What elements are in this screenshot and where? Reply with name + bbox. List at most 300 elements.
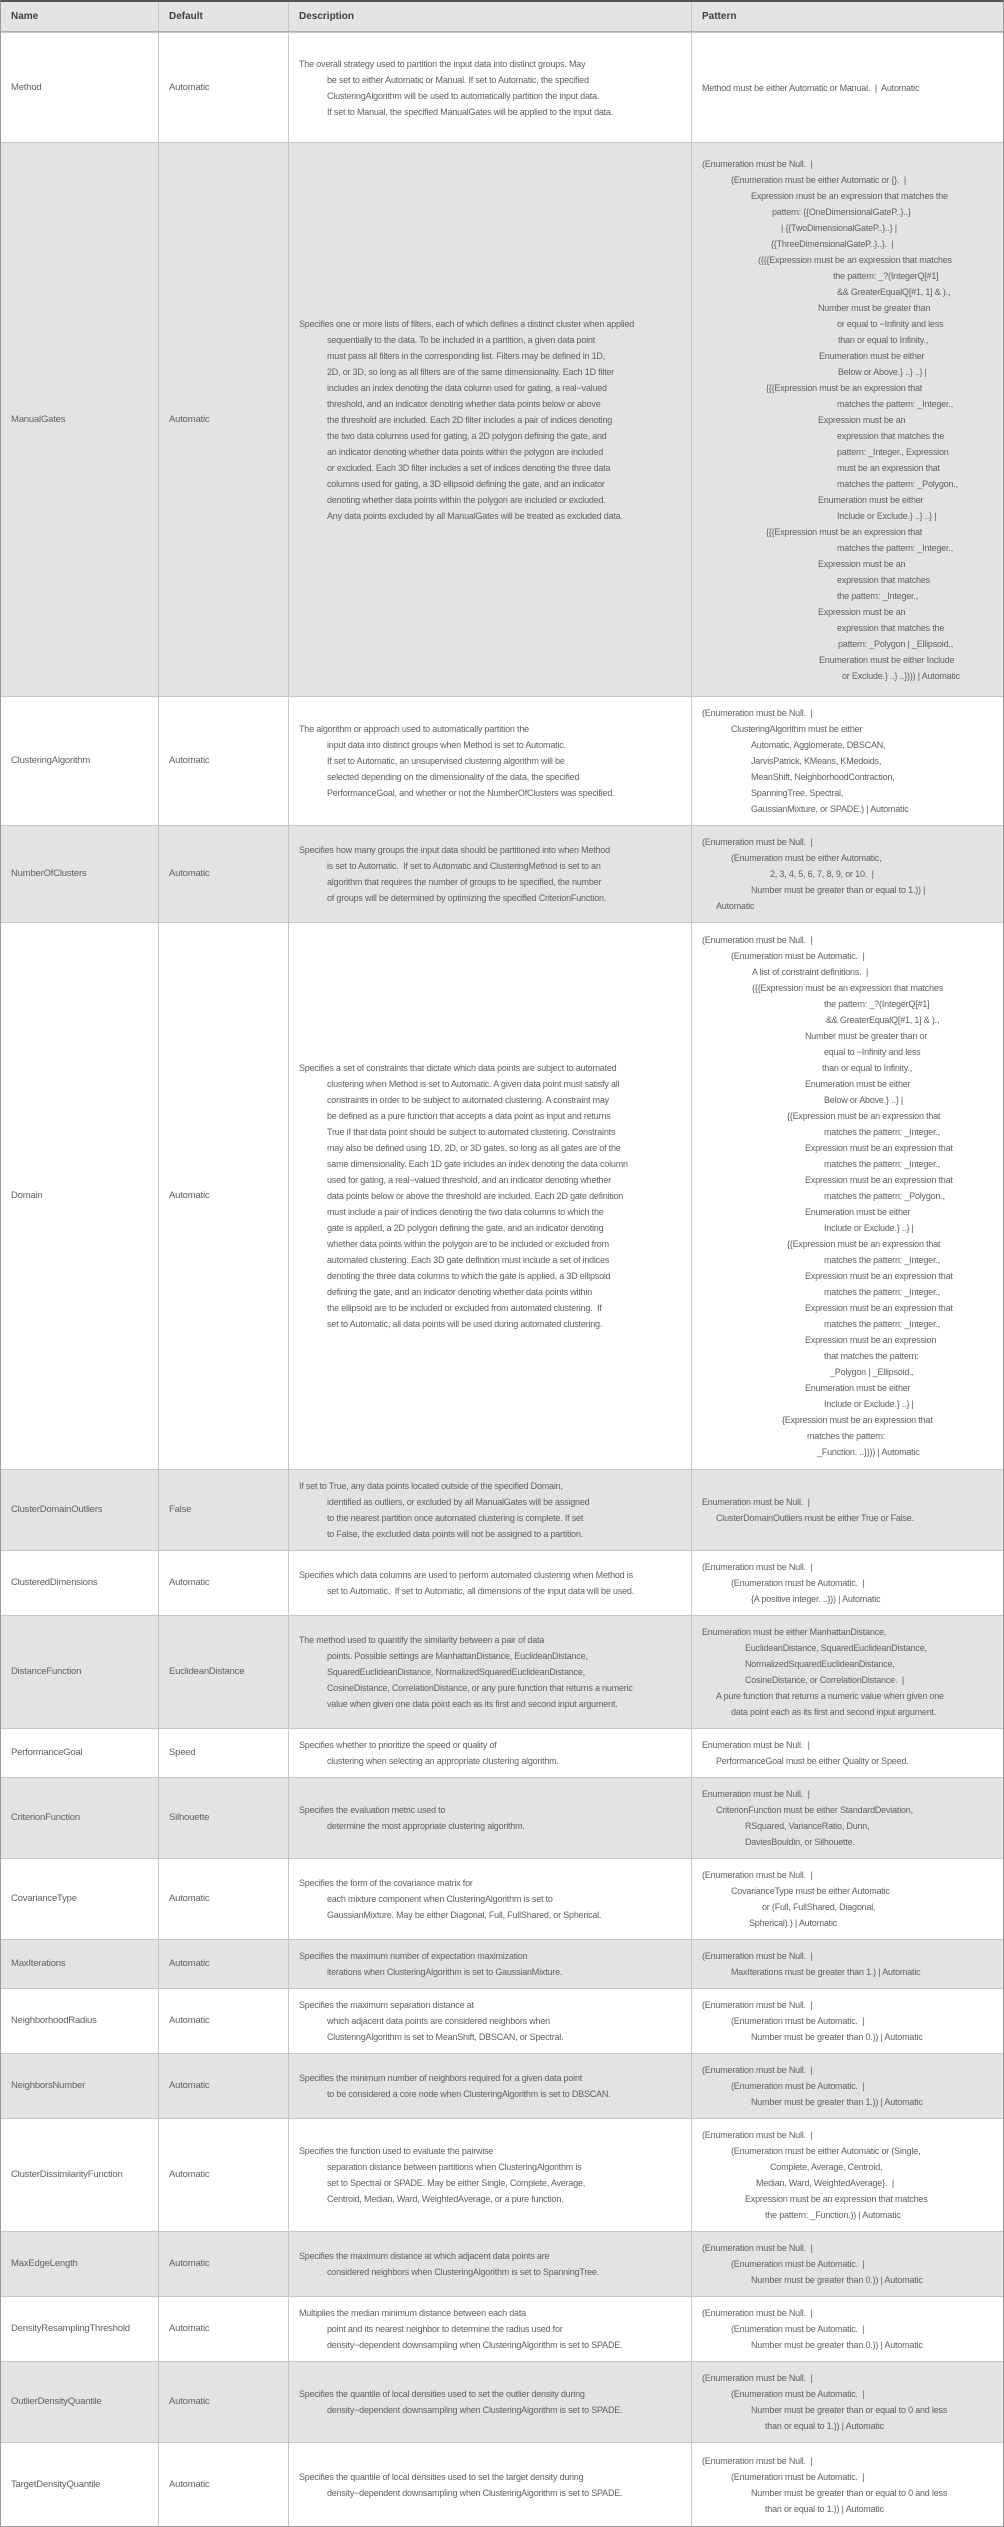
description-line: The algorithm or approach used to automatically partition the <box>299 724 529 734</box>
name-cell <box>1 33 158 142</box>
default-value: Automatic <box>169 2169 210 2180</box>
pattern-line: (Enumeration must be Automatic. | <box>731 951 865 961</box>
name-cell <box>1 1940 158 1988</box>
pattern-line: (Enumeration must be Null. | <box>702 158 813 169</box>
pattern-line: {A positive integer. ..})) | Automatic <box>751 1594 881 1604</box>
pattern-line: matches the pattern: _Integer., <box>837 542 953 553</box>
option-name: MaxIterations <box>11 1958 66 1969</box>
description-line: density−dependent downsampling when ClusteringAlgorithm is set to SPADE. <box>327 2340 623 2350</box>
default-cell <box>158 1551 288 1615</box>
table-row <box>1 2053 1003 2118</box>
pattern-line: {{{Expression must be an expression that <box>766 526 923 537</box>
column-header-default: Default <box>158 2 288 31</box>
description-line: If set to Manual, the specified ManualGates will be applied to the input data. <box>327 106 614 117</box>
table-row <box>1 2361 1003 2442</box>
column-header-name: Name <box>11 11 39 22</box>
description-line: to be considered a core node when ClusteringAlgorithm is set to DBSCAN. <box>327 2089 611 2099</box>
pattern-line: Number must be greater than 0.)) | Automatic <box>751 2340 923 2350</box>
table-row <box>1 2231 1003 2296</box>
pattern-line: | {{TwoDimensionalGateP..}..} | <box>781 222 897 233</box>
pattern-line: CriterionFunction must be either StandardDeviation, <box>716 1805 913 1815</box>
pattern-line: ({{Expression must be an expression that matches <box>752 983 944 993</box>
pattern-line: the pattern: _Function.)) | Automatic <box>765 2210 901 2220</box>
pattern-line: CosineDistance, or CorrelationDistance. | <box>745 1675 905 1685</box>
option-name: NumberOfClusters <box>11 868 87 879</box>
pattern-line: matches the pattern: _Integer., <box>837 398 953 409</box>
description-line: each mixture component when ClusteringAlgorithm is set to <box>327 1894 553 1904</box>
default-cell <box>158 33 288 142</box>
pattern-line: Expression must be an expression that <box>805 1175 953 1185</box>
pattern-line: (Enumeration must be Null. | <box>702 2455 813 2466</box>
pattern-line: expression that matches the <box>837 430 945 441</box>
pattern-line: equal to −Infinity and less <box>824 1047 921 1057</box>
description-cell <box>288 33 691 142</box>
default-value: Automatic <box>169 2015 210 2026</box>
pattern-line: Expression must be an expression that <box>805 1303 953 1313</box>
pattern-line: Number must be greater than or equal to 0 and less <box>751 2405 948 2415</box>
option-name: MaxEdgeLength <box>11 2258 78 2269</box>
table-row <box>1 1615 1003 1728</box>
pattern-line: Number must be greater than or equal to 1.)) | <box>751 885 926 895</box>
pattern-line: pattern: _Polygon | _Ellipsoid., <box>838 638 954 649</box>
default-value: Automatic <box>169 2396 210 2407</box>
description-line: must pass all filters in the corresponding list. Filters may be defined in 1D, <box>327 350 606 361</box>
description-line: separation distance between partitions when ClusteringAlgorithm is <box>327 2162 582 2172</box>
pattern-line: matches the pattern: _Integer., <box>824 1127 940 1137</box>
pattern-cell <box>691 33 1003 142</box>
pattern-line: Enumeration must be either <box>805 1079 911 1089</box>
pattern-cell <box>691 1989 1003 2053</box>
pattern-line: (Enumeration must be either Automatic or {}. | <box>731 174 907 185</box>
pattern-line: (Enumeration must be Automatic. | <box>731 2081 865 2091</box>
option-name: DensityResamplingThreshold <box>11 2323 130 2334</box>
name-cell <box>1 2297 158 2361</box>
description-cell <box>288 2297 691 2361</box>
table-row <box>1 32 1003 142</box>
pattern-line: _Function. ..}))) | Automatic <box>817 1447 920 1457</box>
pattern-line: _Polygon | _Ellipsoid., <box>830 1367 914 1377</box>
description-line: Specifies the minimum number of neighbors required for a given data point <box>299 2073 583 2083</box>
pattern-line: (Enumeration must be Automatic. | <box>731 2471 865 2482</box>
pattern-line: data point each as its first and second input argument. <box>731 1707 937 1717</box>
column-header-pattern: Pattern <box>691 2 1003 31</box>
pattern-line: GaussianMixture, or SPADE.) | Automatic <box>751 804 909 814</box>
pattern-line: Include or Exclude.} ..} ..} | <box>837 510 937 521</box>
pattern-cell <box>691 1470 1003 1550</box>
pattern-line: than or equal to Infinity., <box>838 334 928 345</box>
description-line: Specifies whether to prioritize the speed or quality of <box>299 1740 497 1750</box>
pattern-line: Number must be greater than <box>818 302 931 313</box>
description-line: the ellipsoid are to be included or excluded from automated clustering. If <box>327 1303 602 1313</box>
description-line: If set to True, any data points located outside of the specified Domain, <box>299 1481 563 1491</box>
pattern-line: (Enumeration must be Null. | <box>702 2130 813 2140</box>
pattern-line: {{{Expression must be an expression that <box>766 382 923 393</box>
description-line: the threshold are included. Each 2D filter includes a pair of indices denoting <box>327 414 613 425</box>
default-value: Automatic <box>169 1958 210 1969</box>
description-line: be defined as a pure function that accepts a data point as input and returns <box>327 1111 611 1121</box>
table-row <box>1 825 1003 922</box>
name-cell <box>1 1859 158 1939</box>
default-cell <box>158 2362 288 2442</box>
description-line: Specifies the maximum number of expectation maximization <box>299 1951 528 1961</box>
pattern-line: must be an expression that <box>837 462 940 473</box>
description-line: Any data points excluded by all ManualGates will be treated as excluded data. <box>327 510 623 521</box>
table-row <box>1 696 1003 825</box>
description-line: iterations when ClusteringAlgorithm is set to GaussianMixture. <box>327 1967 563 1977</box>
description-line: includes an index denoting the data column used for gating, a real−valued <box>327 382 607 393</box>
pattern-line: pattern: {{OneDimensionalGateP..}..} <box>772 206 911 217</box>
pattern-cell <box>691 2443 1003 2526</box>
name-cell <box>1 1729 158 1777</box>
pattern-line: ({{{Expression must be an expression that matches <box>758 254 952 265</box>
pattern-line: (Enumeration must be Null. | <box>702 2000 813 2010</box>
description-line: denoting the three data columns to which the gate is applied, a 3D ellipsoid <box>327 1271 611 1281</box>
description-line: SquaredEuclideanDistance, NormalizedSquaredEuclideanDistance, <box>327 1667 585 1677</box>
description-line: Specifies the quantile of local densities used to set the target density during <box>299 2471 584 2482</box>
pattern-line: the pattern: _Integer., <box>837 590 918 601</box>
pattern-cell <box>691 1729 1003 1777</box>
pattern-line: Enumeration must be Null. | <box>702 1789 810 1799</box>
description-line: Multiplies the median minimum distance between each data <box>299 2308 526 2318</box>
description-line: The overall strategy used to partition the input data into distinct groups. May <box>299 58 586 69</box>
description-cell <box>288 2054 691 2118</box>
description-line: Centroid, Median, Ward, WeightedAverage, or a pure function. <box>327 2194 564 2204</box>
pattern-line: Number must be greater than 0.)) | Automatic <box>751 2032 923 2042</box>
pattern-line: matches the pattern: _Polygon., <box>837 478 958 489</box>
name-cell <box>1 923 158 1469</box>
pattern-line: Median, Ward, WeightedAverage}. | <box>756 2178 894 2188</box>
pattern-line: Expression must be an expression that matches <box>745 2194 928 2204</box>
pattern-line: Number must be greater than or equal to 0 and less <box>751 2487 948 2498</box>
default-cell <box>158 1778 288 1858</box>
table-body <box>1 32 1003 2526</box>
pattern-line: Expression must be an expression that <box>805 1271 953 1281</box>
name-cell <box>1 1551 158 1615</box>
pattern-line: Include or Exclude.} ..} | <box>824 1399 914 1409</box>
pattern-line: ClusteringAlgorithm must be either <box>731 724 863 734</box>
description-cell <box>288 697 691 825</box>
default-value: EuclideanDistance <box>169 1666 245 1677</box>
description-line: ClusteringAlgorithm will be used to automatically partition the input data. <box>327 90 600 101</box>
description-cell <box>288 1616 691 1728</box>
description-line: to False, the excluded data points will not be assigned to a partition. <box>327 1529 583 1539</box>
description-line: considered neighbors when ClusteringAlgorithm is set to SpanningTree. <box>327 2267 600 2277</box>
description-cell <box>288 1778 691 1858</box>
option-name: NeighborsNumber <box>11 2080 86 2091</box>
description-line: True if that data point should be subject to automated clustering. Constraints <box>327 1127 616 1137</box>
pattern-line: matches the pattern: _Integer., <box>824 1255 940 1265</box>
pattern-line: (Enumeration must be either Automatic or (Single, <box>731 2146 921 2156</box>
description-line: set to Automatic, all data points will be used during automated clustering. <box>327 1319 603 1329</box>
pattern-cell <box>691 1859 1003 1939</box>
default-value: Automatic <box>169 868 210 879</box>
description-line: Specifies the maximum separation distance at <box>299 2000 474 2010</box>
pattern-line: (Enumeration must be Null. | <box>702 2065 813 2075</box>
pattern-line: matches the pattern: _Integer., <box>824 1319 940 1329</box>
pattern-cell <box>691 2362 1003 2442</box>
pattern-line: MeanShift, NeighborhoodContraction, <box>751 772 895 782</box>
pattern-line: (Enumeration must be Automatic. | <box>731 2389 865 2399</box>
pattern-line: (Enumeration must be Null. | <box>702 1951 813 1961</box>
name-cell <box>1 2119 158 2231</box>
description-line: PerformanceGoal, and whether or not the NumberOfClusters was specified. <box>327 788 615 798</box>
description-line: set to Automatic. If set to Automatic, all dimensions of the input data will be used. <box>327 1586 634 1596</box>
pattern-line: (Enumeration must be Null. | <box>702 2373 813 2383</box>
pattern-line: than or equal to Infinity., <box>822 1063 912 1073</box>
description-line: constraints in order to be subject to automated clustering. A constraint may <box>327 1095 609 1105</box>
description-line: data points below or above the threshold are included. Each 2D gate definition <box>327 1191 624 1201</box>
pattern-line: matches the pattern: _Integer., <box>824 1287 940 1297</box>
description-line: sequentially to the data. To be included in a partition, a given data point <box>327 334 596 345</box>
option-name: ClusteringAlgorithm <box>11 755 91 766</box>
default-value: Automatic <box>169 81 210 93</box>
description-line: Specifies one or more lists of filters, each of which defines a distinct cluster when applied <box>299 318 635 329</box>
description-line: must include a pair of indices denoting the two data columns to which the <box>327 1207 604 1217</box>
pattern-line: (Enumeration must be Null. | <box>702 935 813 945</box>
description-line: Specifies the quantile of local densities used to set the outlier density during <box>299 2389 585 2399</box>
pattern-line: Enumeration must be either <box>805 1383 911 1393</box>
default-value: Automatic <box>169 2478 210 2490</box>
description-line: algorithm that requires the number of groups to be specified, the number <box>327 877 602 887</box>
description-line: Specifies the function used to evaluate the pairwise <box>299 2146 494 2156</box>
pattern-line: Complete, Average, Centroid, <box>770 2162 883 2172</box>
table-row <box>1 1550 1003 1615</box>
description-cell <box>288 1470 691 1550</box>
pattern-line: Number must be greater than 0.)) | Automatic <box>751 2275 923 2285</box>
description-line: If set to Automatic, an unsupervised clustering algorithm will be <box>327 756 565 766</box>
pattern-line: A pure function that returns a numeric value when given one <box>716 1691 944 1701</box>
default-cell <box>158 1989 288 2053</box>
description-line: clustering when selecting an appropriate clustering algorithm. <box>327 1756 559 1766</box>
pattern-line: or equal to −Infinity and less <box>837 318 944 329</box>
column-header-description: Description <box>288 2 691 31</box>
pattern-line: Enumeration must be either <box>819 350 925 361</box>
name-cell <box>1 1778 158 1858</box>
description-cell <box>288 1940 691 1988</box>
description-line: selected depending on the dimensionality of the data, the specified <box>327 772 580 782</box>
default-value: Automatic <box>169 1190 210 1201</box>
description-line: or excluded. Each 3D filter includes a set of indices denoting the three data <box>327 462 611 473</box>
pattern-line: Method must be either Automatic or Manual. | Automatic <box>702 82 920 93</box>
pattern-line: Automatic <box>716 901 755 911</box>
description-line: denoting whether data points within the polygon are included or excluded. <box>327 494 606 505</box>
option-name: PerformanceGoal <box>11 1747 83 1758</box>
default-value: Silhouette <box>169 1812 210 1823</box>
default-value: Speed <box>169 1747 196 1758</box>
pattern-line: Number must be greater than 1.)) | Automatic <box>751 2097 923 2107</box>
pattern-line: {{Expression must be an expression that <box>787 1239 941 1249</box>
pattern-cell <box>691 2054 1003 2118</box>
pattern-line: (Enumeration must be Null. | <box>702 2243 813 2253</box>
default-cell <box>158 1729 288 1777</box>
pattern-line: the pattern: _?(IntegerQ[#1] <box>824 999 930 1009</box>
description-line: the two data columns used for gating, a 2D polygon defining the gate, and <box>327 430 607 441</box>
pattern-line: Enumeration must be either <box>805 1207 911 1217</box>
description-line: ClusteringAlgorithm is set to MeanShift, DBSCAN, or Spectral. <box>327 2032 564 2042</box>
pattern-line: ClusterDomainOutliers must be either True or False. <box>716 1513 914 1523</box>
default-cell <box>158 697 288 825</box>
default-cell <box>158 1859 288 1939</box>
name-cell <box>1 1470 158 1550</box>
default-cell <box>158 826 288 922</box>
default-value: Automatic <box>169 413 210 425</box>
pattern-cell <box>691 143 1003 696</box>
pattern-line: or Exclude.} ..} ..}))) | Automatic <box>842 670 960 681</box>
default-cell <box>158 1470 288 1550</box>
pattern-line: Expression must be an expression that matches the <box>751 190 948 201</box>
pattern-line: that matches the pattern: <box>824 1351 919 1361</box>
pattern-line: (Enumeration must be either Automatic, <box>731 853 882 863</box>
table-row <box>1 2442 1003 2526</box>
default-cell <box>158 1616 288 1728</box>
table-row <box>1 1858 1003 1939</box>
pattern-line: (Enumeration must be Automatic. | <box>731 2259 865 2269</box>
pattern-line: PerformanceGoal must be either Quality or Speed. <box>716 1756 909 1766</box>
pattern-line: (Enumeration must be Null. | <box>702 2308 813 2318</box>
description-cell <box>288 2232 691 2296</box>
table-row <box>1 1988 1003 2053</box>
description-cell <box>288 1859 691 1939</box>
pattern-cell <box>691 1551 1003 1615</box>
description-line: input data into distinct groups when Method is set to Automatic. <box>327 740 566 750</box>
description-line: CosineDistance, CorrelationDistance, or any pure function that returns a numeric <box>327 1683 633 1693</box>
pattern-line: matches the pattern: <box>807 1431 886 1441</box>
description-line: clustering when Method is set to Automatic. A given data point must satisfy all <box>327 1079 620 1089</box>
description-line: be set to either Automatic or Manual. If set to Automatic, the specified <box>327 74 589 85</box>
description-line: to the nearest partition once automated clustering is complete. If set <box>327 1513 584 1523</box>
table-row <box>1 142 1003 696</box>
option-name: ClusterDomainOutliers <box>11 1504 103 1515</box>
description-cell <box>288 2443 691 2526</box>
description-line: columns used for gating, a 3D ellipsoid defining the gate, and an indicator <box>327 478 605 489</box>
description-line: density−dependent downsampling when ClusteringAlgorithm is set to SPADE. <box>327 2487 623 2498</box>
name-cell <box>1 2054 158 2118</box>
pattern-cell <box>691 2297 1003 2361</box>
pattern-line: or (Full, FullShared, Diagonal, <box>762 1902 876 1912</box>
pattern-line: Below or Above.} ..} ..} | <box>838 366 927 377</box>
description-line: Specifies which data columns are used to perform automated clustering when Method is <box>299 1570 633 1580</box>
pattern-line: {{Expression must be an expression that <box>787 1111 941 1121</box>
pattern-cell <box>691 1778 1003 1858</box>
pattern-line: pattern: _Integer., Expression <box>837 446 949 457</box>
description-line: whether data points within the polygon are to be included or excluded from <box>327 1239 609 1249</box>
default-cell <box>158 2297 288 2361</box>
pattern-line: && GreaterEqualQ[#1, 1] & )., <box>826 1015 940 1025</box>
description-cell <box>288 1551 691 1615</box>
pattern-cell <box>691 697 1003 825</box>
default-value: Automatic <box>169 1893 210 1904</box>
option-name: CriterionFunction <box>11 1812 80 1823</box>
pattern-line: Number must be greater than or <box>805 1031 928 1041</box>
description-cell <box>288 826 691 922</box>
name-cell <box>1 2443 158 2526</box>
default-value: False <box>169 1504 192 1515</box>
default-cell <box>158 143 288 696</box>
option-name: CovarianceType <box>11 1893 77 1904</box>
pattern-line: 2, 3, 4, 5, 6, 7, 8, 9, or 10. | <box>770 869 874 879</box>
description-line: Specifies the maximum distance at which adjacent data points are <box>299 2251 550 2261</box>
description-line: threshold, and an indicator denoting whether data points below or above <box>327 398 601 409</box>
description-line: an indicator denoting whether data points within the polygon are included <box>327 446 604 457</box>
description-line: same dimensionality. Each 1D gate includes an index denoting the data column <box>327 1159 628 1169</box>
default-cell <box>158 1940 288 1988</box>
default-cell <box>158 923 288 1469</box>
pattern-line: Enumeration must be either <box>818 494 924 505</box>
description-cell <box>288 2362 691 2442</box>
option-name: TargetDensityQuantile <box>11 2478 101 2490</box>
pattern-line: expression that matches <box>837 574 930 585</box>
pattern-line: DaviesBouldin, or Silhouette. <box>745 1837 855 1847</box>
description-line: density−dependent downsampling when ClusteringAlgorithm is set to SPADE. <box>327 2405 623 2415</box>
description-line: set to Spectral or SPADE. May be either Single, Complete, Average, <box>327 2178 586 2188</box>
name-cell <box>1 1989 158 2053</box>
description-line: Specifies how many groups the input data should be partitioned into when Method <box>299 845 610 855</box>
pattern-line: EuclideanDistance, SquaredEuclideanDistance, <box>745 1643 927 1653</box>
description-cell <box>288 1729 691 1777</box>
description-cell <box>288 143 691 696</box>
pattern-cell <box>691 1616 1003 1728</box>
default-cell <box>158 2119 288 2231</box>
table-row <box>1 2118 1003 2231</box>
default-cell <box>158 2054 288 2118</box>
pattern-line: {Expression must be an expression that <box>782 1415 933 1425</box>
table-row <box>1 2296 1003 2361</box>
pattern-line: Spherical).) | Automatic <box>749 1918 838 1928</box>
pattern-line: Automatic, Agglomerate, DBSCAN, <box>751 740 886 750</box>
pattern-line: expression that matches the <box>837 622 945 633</box>
option-name: NeighborhoodRadius <box>11 2015 97 2026</box>
option-name: ManualGates <box>11 413 66 425</box>
default-value: Automatic <box>169 755 210 766</box>
name-cell <box>1 2232 158 2296</box>
option-name: ClusteredDimensions <box>11 1577 98 1588</box>
option-name: DistanceFunction <box>11 1666 82 1677</box>
description-line: determine the most appropriate clustering algorithm. <box>327 1821 525 1831</box>
table-row <box>1 1728 1003 1777</box>
description-line: Specifies the form of the covariance matrix for <box>299 1878 473 1888</box>
description-line: GaussianMixture. May be either Diagonal, Full, FullShared, or Spherical. <box>327 1910 602 1920</box>
description-line: of groups will be determined by optimizing the specified CriterionFunction. <box>327 893 607 903</box>
name-cell <box>1 697 158 825</box>
pattern-line: matches the pattern: _Integer., <box>824 1159 940 1169</box>
pattern-line: (Enumeration must be Null. | <box>702 1562 813 1572</box>
pattern-line: Below or Above.} ..} | <box>824 1095 903 1105</box>
pattern-line: Expression must be an expression that <box>805 1143 953 1153</box>
pattern-line: && GreaterEqualQ[#1, 1] & )., <box>837 286 951 297</box>
description-line: points. Possible settings are ManhattanDistance, EuclideanDistance, <box>327 1651 588 1661</box>
description-line: point and its nearest neighbor to determine the radius used for <box>327 2324 563 2334</box>
pattern-line: Enumeration must be Null. | <box>702 1497 810 1507</box>
description-line: The method used to quantify the similarity between a pair of data <box>299 1635 545 1645</box>
pattern-line: Enumeration must be Null. | <box>702 1740 810 1750</box>
default-value: Automatic <box>169 1577 210 1588</box>
pattern-line: JarvisPatrick, KMeans, KMedoids, <box>751 756 882 766</box>
table-row <box>1 922 1003 1469</box>
pattern-line: Enumeration must be either Include <box>819 654 955 665</box>
default-cell <box>158 2232 288 2296</box>
pattern-cell <box>691 2232 1003 2296</box>
pattern-line: (Enumeration must be Null. | <box>702 708 813 718</box>
default-value: Automatic <box>169 2323 210 2334</box>
pattern-line: MaxIterations must be greater than 1.) | Automatic <box>731 1967 921 1977</box>
default-value: Automatic <box>169 2258 210 2269</box>
default-value: Automatic <box>169 2080 210 2091</box>
pattern-line: matches the pattern: _Polygon., <box>824 1191 945 1201</box>
name-cell <box>1 826 158 922</box>
pattern-cell <box>691 923 1003 1469</box>
default-cell <box>158 2443 288 2526</box>
description-line: value when given one data point each as its first and second input argument. <box>327 1699 618 1709</box>
